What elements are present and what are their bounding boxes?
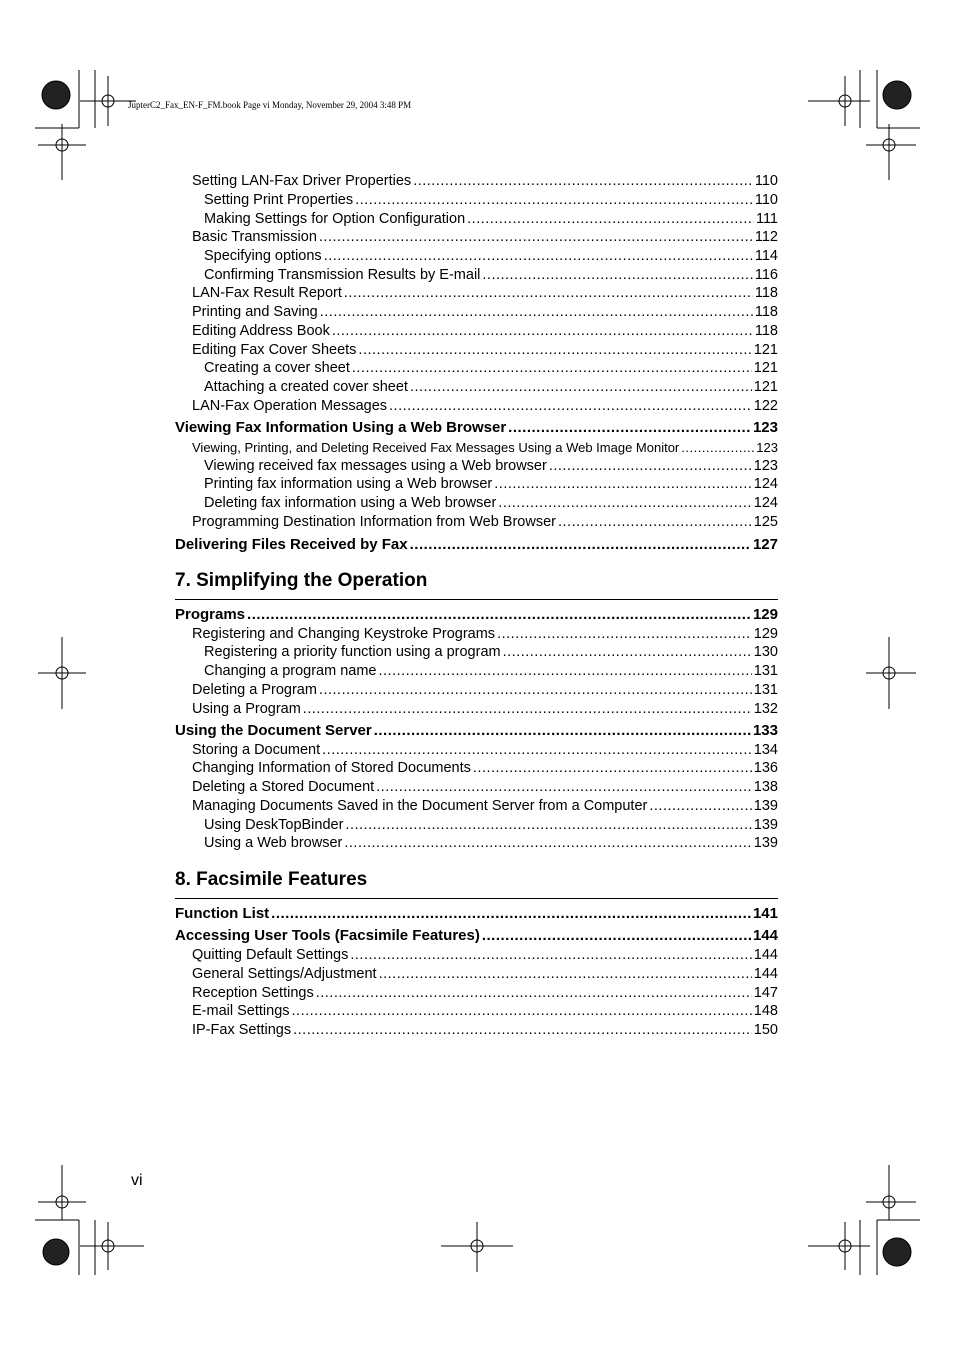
dot-leader [345,816,751,835]
dot-leader [413,172,753,191]
toc-entry-page: 144 [752,927,778,944]
toc-entry-page: 127 [752,536,778,553]
toc-entry-page: 111 [755,211,778,227]
toc-entry-title: Using the Document Server [175,722,372,739]
toc-entry-title: Deleting fax information using a Web browser [204,495,497,511]
dot-leader [494,475,752,494]
toc-entry-page: 121 [753,379,778,395]
toc-entry-title: Using a Web browser [204,835,343,851]
toc-entry-title: Quitting Default Settings [192,947,349,963]
section-heading: 8. Facsimile Features [175,869,368,890]
toc-entry[interactable] [175,643,778,662]
toc-entry[interactable] [175,816,778,835]
page-number: vi [131,1172,143,1189]
print-header: JupterC2_Fax_EN-F_FM.book Page vi Monday, November 29, 2004 3:48 PM [128,100,412,110]
toc-entry-title: Accessing User Tools (Facsimile Features) [175,927,480,944]
toc-entry[interactable] [175,984,778,1003]
toc-entry-title: Confirming Transmission Results by E-mail [204,267,481,283]
toc-entry-page: 150 [753,1022,778,1038]
toc-entry-title: Changing Information of Stored Documents [192,760,471,776]
toc-entry-title: Delivering Files Received by Fax [175,536,408,553]
toc-entry-title: Specifying options [204,248,322,264]
toc-entry-page: 110 [754,192,778,208]
toc-entry[interactable] [175,778,778,797]
toc-entry[interactable] [175,266,778,285]
dot-leader [508,418,751,437]
toc-entry[interactable] [175,535,778,554]
toc-entry-page: 148 [753,1003,778,1019]
dot-leader [497,625,752,644]
toc-entry[interactable] [175,210,778,229]
toc-entry-page: 131 [753,663,778,679]
toc-entry-title: Managing Documents Saved in the Document Server from a Computer [192,798,648,814]
toc-entry-title: Using a Program [192,701,301,717]
toc-entry[interactable] [175,172,778,191]
dot-leader [344,284,753,303]
dot-leader [358,341,751,360]
toc-entry[interactable] [175,1021,778,1040]
toc-entry-title: Setting Print Properties [204,192,354,208]
dot-leader [482,926,751,945]
dot-leader [355,191,753,210]
toc-entry-page: 118 [754,304,778,320]
toc-entry[interactable] [175,475,778,494]
dot-leader [558,513,752,532]
toc-entry[interactable] [175,284,778,303]
toc-entry-page: 147 [753,985,778,1001]
toc-entry-title: Using DeskTopBinder [204,817,344,833]
toc-entry-page: 139 [753,835,778,851]
toc-entry-title: Reception Settings [192,985,314,1001]
toc-entry-title: Changing a program name [204,663,377,679]
toc-entry-page: 144 [753,947,778,963]
toc-entry-page: 132 [753,701,778,717]
dot-leader [350,946,751,965]
toc-entry-page: 139 [753,817,778,833]
toc-entry-page: 129 [753,626,778,642]
toc-entry-page: 118 [754,323,778,339]
toc-entry-title: Editing Fax Cover Sheets [192,342,357,358]
toc-entry-title: Attaching a created cover sheet [204,379,408,395]
toc-entry-title: Printing fax information using a Web browser [204,476,493,492]
toc-entry-title: LAN-Fax Result Report [192,285,342,301]
toc-entry[interactable] [175,359,778,378]
toc-entry[interactable] [175,418,778,437]
toc-entry[interactable] [175,834,778,853]
toc-entry[interactable] [175,965,778,984]
toc-entry[interactable] [175,303,778,322]
toc-entry[interactable] [175,759,778,778]
toc-entry-title: Deleting a Program [192,682,317,698]
toc-entry-title: LAN-Fax Operation Messages [192,398,388,414]
dot-leader [320,303,753,322]
dot-leader [389,397,752,416]
toc-entry-title: Storing a Document [192,742,321,758]
toc-entry-page: 129 [752,606,778,623]
section-rule [175,599,778,600]
toc-entry[interactable] [175,946,778,965]
toc-entry[interactable] [175,926,778,945]
toc-entry-page: 139 [753,798,778,814]
toc-entry-title: Programming Destination Information from Web Browser [192,514,556,530]
toc-entry-title: Programs [175,606,246,623]
toc-entry-page: 131 [753,682,778,698]
dot-leader [376,778,752,797]
toc-entry-title: Function List [175,905,270,922]
toc-entry-page: 141 [752,905,778,922]
dot-leader [292,1002,752,1021]
toc-entry-title: Printing and Saving [192,304,318,320]
dot-leader [681,438,754,457]
toc-entry[interactable] [175,341,778,360]
toc-entry-title: Viewing Fax Information Using a Web Browser [175,419,507,436]
toc-entry-page: 112 [754,229,778,245]
toc-entry-page: 122 [753,398,778,414]
dot-leader [322,741,752,760]
toc-entry[interactable] [175,1002,778,1021]
dot-leader [319,228,753,247]
toc-entry-page: 110 [754,173,778,189]
toc-entry[interactable] [175,228,778,247]
toc-entry[interactable] [175,457,778,476]
toc-entry[interactable] [175,513,778,532]
toc-entry-page: 133 [752,722,778,739]
toc-entry-page: 123 [753,458,778,474]
toc-entry-page: 116 [754,267,778,283]
toc-entry[interactable] [175,625,778,644]
toc-entry-page: 125 [753,514,778,530]
toc-entry[interactable] [175,494,778,513]
dot-leader [503,643,752,662]
toc-entry-page: 144 [753,966,778,982]
section-heading: 7. Simplifying the Operation [175,570,428,591]
toc-entry-title: Editing Address Book [192,323,330,339]
dot-leader [352,359,752,378]
toc-entry[interactable] [175,741,778,760]
dot-leader [482,266,752,285]
toc-entry-page: 123 [752,419,778,436]
toc-entry-page: 118 [754,285,778,301]
toc-entry-title: General Settings/Adjustment [192,966,377,982]
toc-entry[interactable] [175,322,778,341]
toc-entry-page: 123 [756,440,778,455]
toc-entry-page: 134 [753,742,778,758]
toc-entry[interactable] [175,721,778,740]
dot-leader [467,210,754,229]
toc-entry-page: 114 [754,248,778,264]
toc-entry[interactable] [175,662,778,681]
toc-entry-page: 121 [753,342,778,358]
toc-entry-page: 124 [753,495,778,511]
toc-entry-title: Registering and Changing Keystroke Programs [192,626,496,642]
toc-entry-title: Viewing received fax messages using a Web browser [204,458,547,474]
dot-leader [410,535,751,554]
dot-leader [379,662,752,681]
dot-leader [379,965,752,984]
toc-entry-title: Viewing, Printing, and Deleting Received Fax Messages Using a Web Image Monitor [192,440,680,455]
dot-leader [271,904,751,923]
toc-entry-page: 124 [753,476,778,492]
dot-leader [374,721,751,740]
toc-entry-title: IP-Fax Settings [192,1022,292,1038]
dot-leader [293,1021,752,1040]
dot-leader [303,700,752,719]
toc-entry[interactable] [175,681,778,700]
toc-entry-page: 121 [753,360,778,376]
toc-entry[interactable] [175,191,778,210]
dot-leader [316,984,752,1003]
toc-entry-title: Basic Transmission [192,229,317,245]
toc-entry-page: 138 [753,779,778,795]
toc-entry-title: Registering a priority function using a program [204,644,501,660]
toc-entry-page: 130 [753,644,778,660]
dot-leader [649,797,751,816]
dot-leader [473,759,752,778]
toc-entry[interactable] [175,605,778,624]
toc-entry-title: Creating a cover sheet [204,360,350,376]
dot-leader [344,834,751,853]
toc-entry[interactable] [175,378,778,397]
dot-leader [498,494,752,513]
dot-leader [324,247,753,266]
dot-leader [319,681,752,700]
toc-entry-title: Deleting a Stored Document [192,779,375,795]
dot-leader [332,322,753,341]
toc-entry-title: E-mail Settings [192,1003,290,1019]
dot-leader [549,457,752,476]
toc-entry[interactable] [175,797,778,816]
section-rule [175,898,778,899]
toc-entry[interactable] [175,700,778,719]
dot-leader [410,378,752,397]
toc-entry-page: 136 [753,760,778,776]
toc-entry-title: Setting LAN-Fax Driver Properties [192,173,412,189]
toc-entry[interactable] [175,247,778,266]
toc-entry[interactable] [175,438,778,457]
toc-entry[interactable] [175,904,778,923]
toc-entry[interactable] [175,397,778,416]
toc-entry-title: Making Settings for Option Configuration [204,211,466,227]
dot-leader [247,605,751,624]
